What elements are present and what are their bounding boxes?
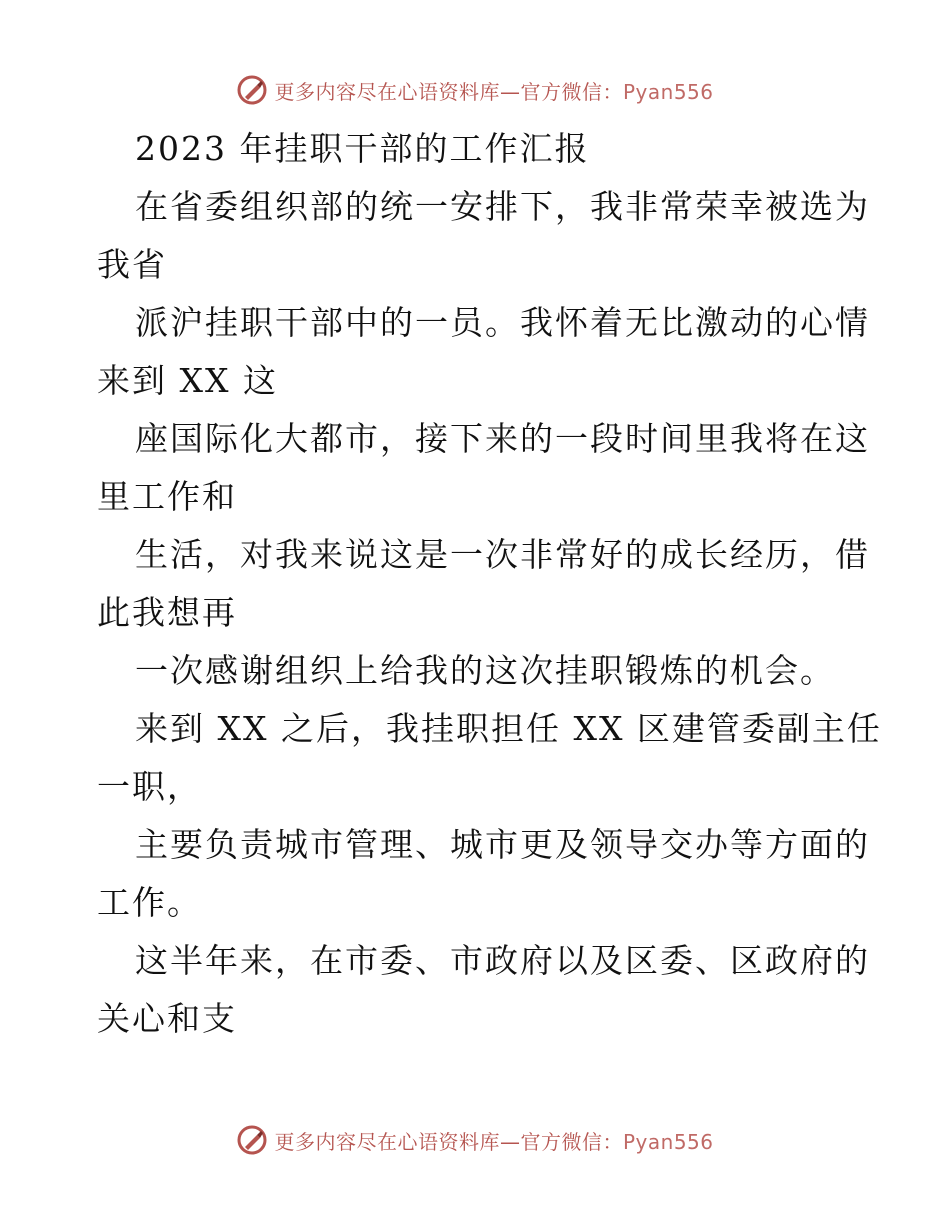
paragraph-line: 一次感谢组织上给我的这次挂职锻炼的机会。 [135,651,835,690]
paragraph-line: 来到 XX 之后，我挂职担任 XX 区建管委副主任 [135,709,882,748]
paragraph-line: 来到 XX 这 [97,361,278,400]
paragraph-line: 工作。 [97,883,202,922]
paragraph-line: 一职， [97,767,202,806]
paragraph-line: 派沪挂职干部中的一员。我怀着无比激动的心情 [135,303,870,342]
watermark-text [274,1126,713,1155]
paragraph-line: 此我想再 [97,593,237,632]
paragraph-line: 生活，对我来说这是一次非常好的成长经历，借 [135,535,870,574]
paragraph-line: 我省 [97,245,167,284]
pen-logo-icon [236,1124,268,1156]
pen-logo-icon [236,74,268,106]
header-watermark-banner [0,70,950,110]
watermark-label: 更多内容尽在心语资料库—官方微信： [274,79,623,104]
watermark-text [274,76,713,105]
watermark-label: 更多内容尽在心语资料库—官方微信： [274,1129,623,1154]
paragraph-line: 座国际化大都市，接下来的一段时间里我将在这 [135,419,870,458]
paragraph-line: 在省委组织部的统一安排下，我非常荣幸被选为 [135,187,870,226]
document-title: 2023 年挂职干部的工作汇报 [135,129,590,168]
watermark-wechat-id: Pyan556 [622,79,714,104]
paragraph-line: 主要负责城市管理、城市更及领导交办等方面的 [135,825,870,864]
paragraph-line: 关心和支 [97,999,237,1038]
footer-watermark-banner [0,1120,950,1160]
watermark-wechat-id: Pyan556 [622,1129,714,1154]
paragraph-line: 这半年来，在市委、市政府以及区委、区政府的 [135,941,870,980]
paragraph-line: 里工作和 [97,477,237,516]
